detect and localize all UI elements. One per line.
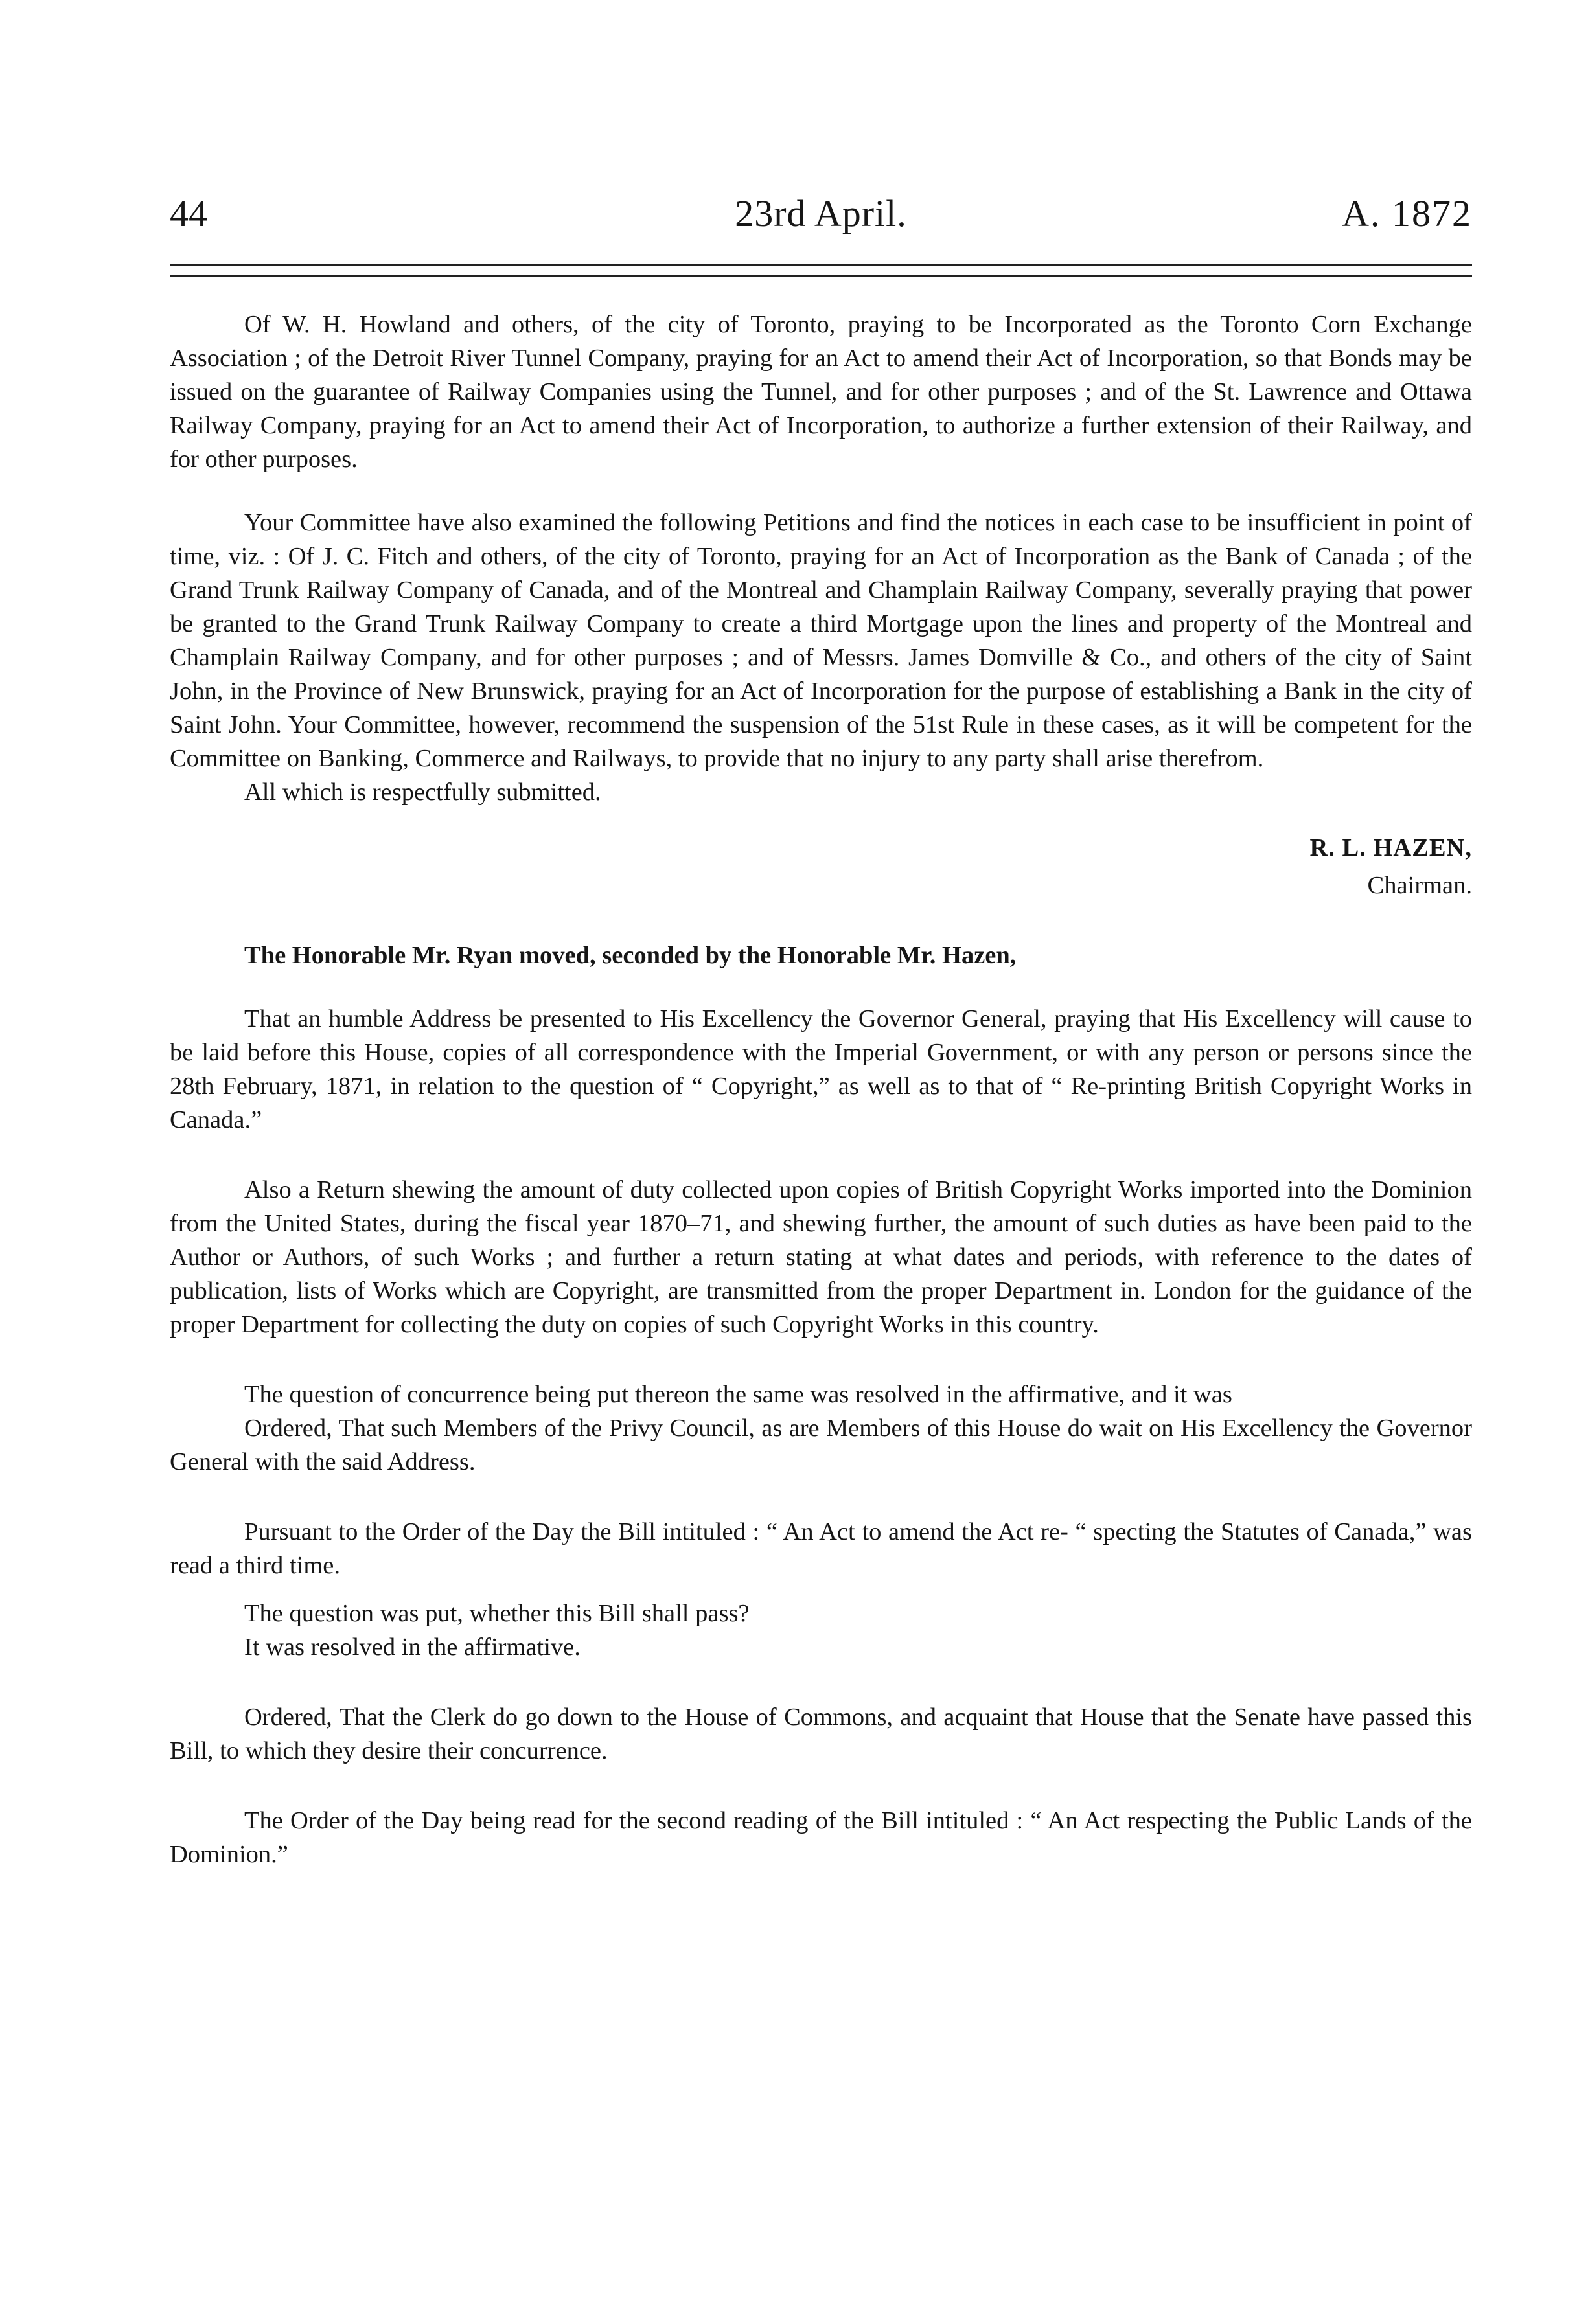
paragraph-address: That an humble Address be presented to His Excellency the Governor General, praying that His Excellency will cause to be laid before this House, copies of all correspondence with the Imperial Government, or with any person or persons since the 28th February, 1871, in relation to the question of “ Copyright,” as well as to that of “ Re-printing British Copyright Works in Canada.” <box>170 1005 1472 1134</box>
page-year: A. 1872 <box>1342 192 1472 234</box>
body-text <box>170 308 1472 1871</box>
paragraph-concurrence: The question of concurrence being put thereon the same was resolved in the affirmative, and it was <box>244 1381 1232 1408</box>
signature-title: Chairman. <box>1367 872 1472 899</box>
header-double-rule <box>170 264 1472 277</box>
page-number: 44 <box>170 192 207 234</box>
paragraph-return: Also a Return shewing the amount of duty collected upon copies of British Copyright Works imported into the Dominion from the United States, during the fiscal year 1870–71, and shewing further, the amount of such duties as have been paid to the Author or Authors, of such Works ; and further a return stating at what dates and periods, with reference to the dates of publication, lists of Works which are Copyright, are transmitted from the proper Department in. London for the guidance of the proper Department for collecting the duty on copies of such Copyright Works in this country. <box>170 1176 1472 1338</box>
paragraph-question-put: The question was put, whether this Bill shall pass? <box>244 1600 750 1627</box>
paragraph-third-reading: Pursuant to the Order of the Day the Bill intituled : “ An Act to amend the Act re- “ specting the Statutes of Canada,” was read a third time. <box>170 1518 1472 1579</box>
paragraph-petitions-sufficient: Of W. H. Howland and others, of the city of Toronto, praying to be Incorporated as the Toronto Corn Exchange Association ; of the Detroit River Tunnel Company, praying for an Act to amend their Act of Incorporation, so that Bonds may be issued on the guarantee of Railway Companies using the Tunnel, and for other purposes ; and of the St. Lawrence and Ottawa Railway Company, praying for an Act to amend their Act of Incorporation, to authorize a further extension of their Railway, and for other purposes. <box>170 311 1472 473</box>
paragraph-ordered-clerk: Ordered, That the Clerk do go down to the House of Commons, and acquaint that House that the Senate have passed this Bill, to which they desire their concurrence. <box>170 1703 1472 1764</box>
paragraph-petitions-insufficient: Your Committee have also examined the following Petitions and find the notices in each case to be insufficient in point of time, viz. : Of J. C. Fitch and others, of the city of Toronto, praying for an Act of Incorporation as the Bank of Canada ; of the Grand Trunk Railway Company of Canada, and of the Montreal and Champlain Railway Company, severally praying that power be granted to the Grand Trunk Railway Company to create a third Mortgage upon the lines and property of the Montreal and Champlain Railway Company, and for other purposes ; and of Messrs. James Domville & Co., and others of the city of Saint John, in the Province of New Brunswick, praying for an Act of Incorporation for the purpose of establishing a Bank in the city of Saint John. Your Committee, however, recommend the suspension of the 51st Rule in these cases, as it will be competent for the Committee on Banking, Commerce and Railways, to provide that no injury to any party shall arise therefrom. <box>170 509 1472 772</box>
paragraph-ordered-address: Ordered, That such Members of the Privy Council, as are Members of this House do wait on His Excellency the Governor General with the said Address. <box>170 1415 1472 1475</box>
page-date: 23rd April. <box>735 192 907 234</box>
paragraph-resolved: It was resolved in the affirmative. <box>244 1634 581 1661</box>
paragraph-submitted: All which is respectfully submitted. <box>244 779 601 806</box>
document-page <box>170 175 1472 2280</box>
motion-intro: The Honorable Mr. Ryan moved, seconded by the Honorable Mr. Hazen, <box>244 942 1017 969</box>
paragraph-order-of-day: The Order of the Day being read for the second reading of the Bill intituled : “ An Act respecting the Public Lands of the Dominion.” <box>170 1807 1472 1868</box>
signature-name: R. L. HAZEN, <box>1309 834 1472 861</box>
page-header <box>170 175 1472 253</box>
